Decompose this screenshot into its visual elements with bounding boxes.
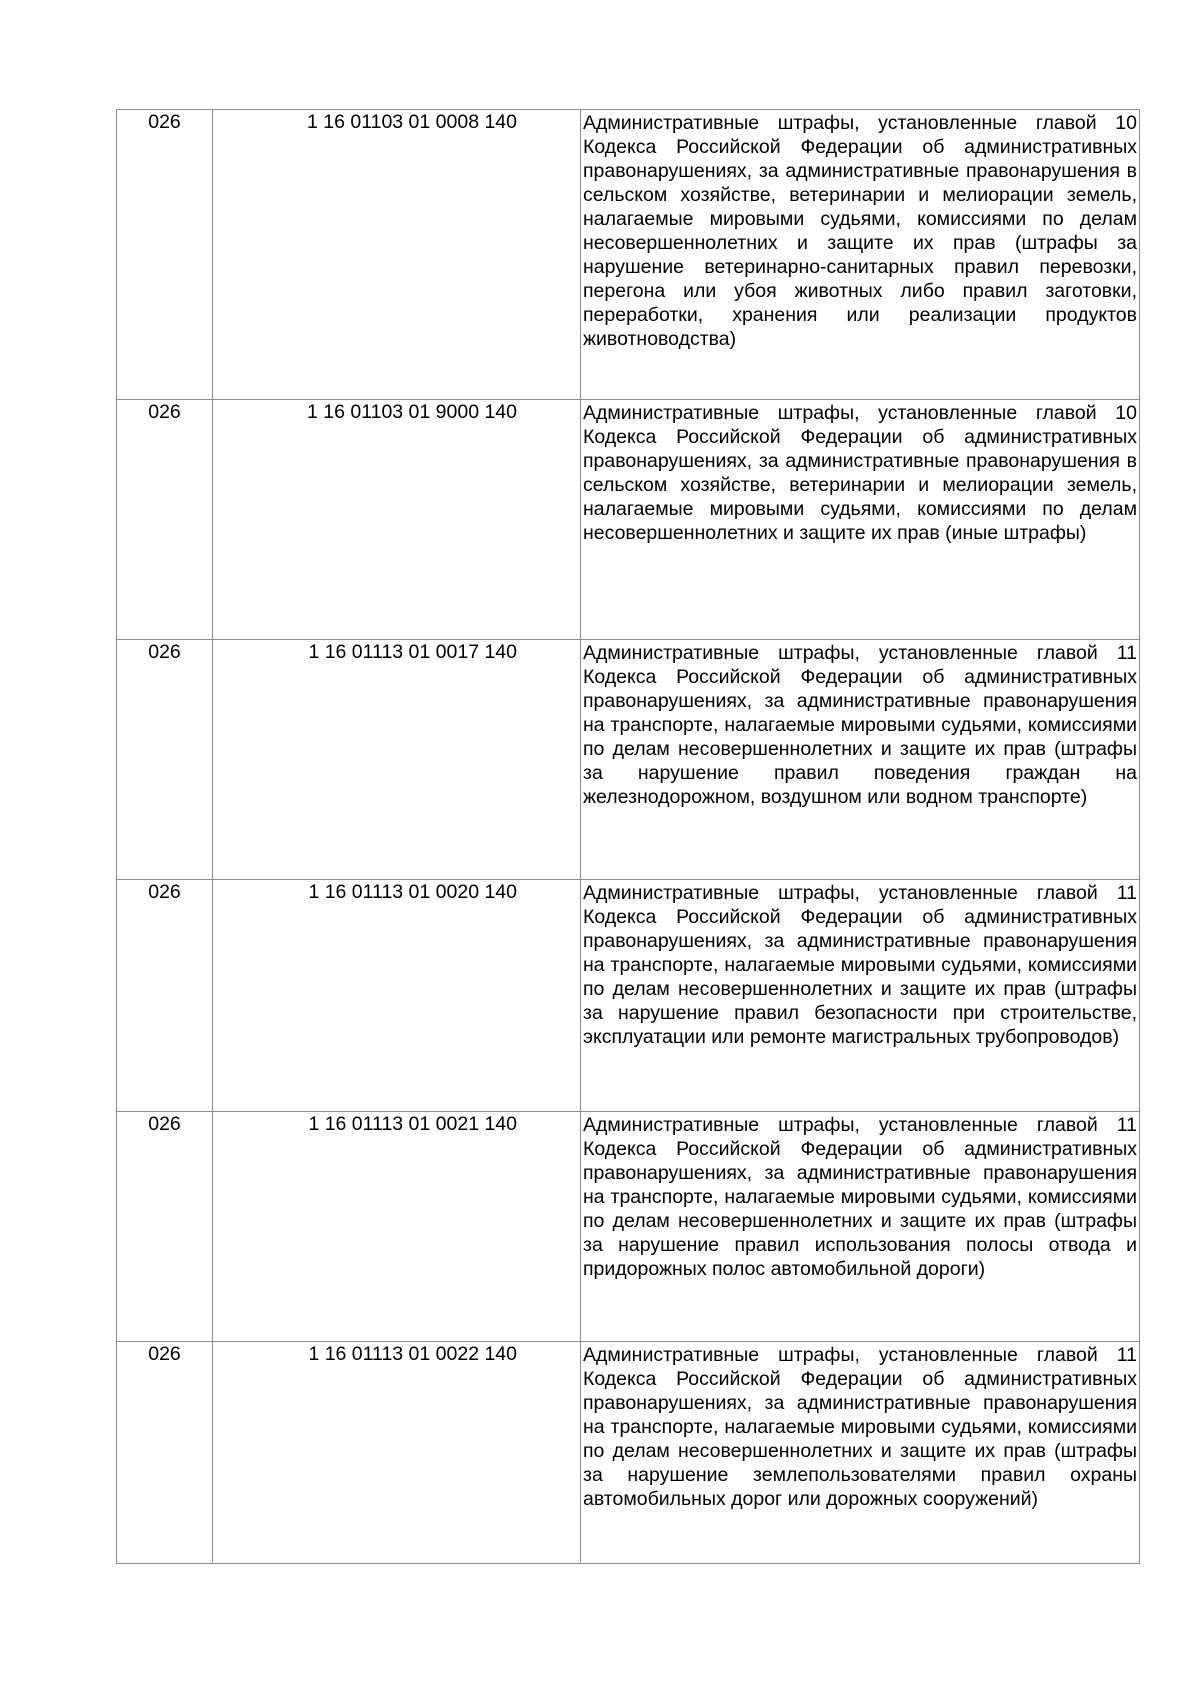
table-row	[117, 1112, 1140, 1342]
admin-code-cell: 026	[117, 400, 213, 640]
description-cell	[581, 110, 1140, 400]
budget-codes-table	[116, 109, 1140, 1564]
admin-code-cell: 026	[117, 110, 213, 400]
description-cell	[581, 640, 1140, 880]
budget-code-cell: 1 16 01113 01 0017 140	[213, 640, 581, 880]
description-cell	[581, 880, 1140, 1112]
description-text: Административные штрафы, установленные главой 10 Кодекса Российской Федерации об административных правонарушениях, за административные правонарушения в сельском хозяйстве, ветеринарии и мелиорации земель, налагаемые мировыми судьями, комиссиями по делам несовершеннолетних и защите их прав (иные штрафы)	[583, 402, 1137, 544]
description-cell	[581, 1342, 1140, 1564]
table-row	[117, 110, 1140, 400]
budget-code-cell: 1 16 01113 01 0022 140	[213, 1342, 581, 1564]
table-row	[117, 1342, 1140, 1564]
description-text: Административные штрафы, установленные главой 11 Кодекса Российской Федерации об административных правонарушениях, за административные правонарушения на транспорте, налагаемые мировыми судьями, комиссиями по делам несовершеннолетних и защите их прав (штрафы за нарушение землепользователями правил охраны автомобильных дорог или дорожных сооружений)	[583, 1344, 1137, 1510]
budget-code-cell: 1 16 01113 01 0021 140	[213, 1112, 581, 1342]
description-cell	[581, 400, 1140, 640]
admin-code-cell: 026	[117, 1112, 213, 1342]
description-cell	[581, 1112, 1140, 1342]
budget-code-cell: 1 16 01103 01 9000 140	[213, 400, 581, 640]
description-text: Административные штрафы, установленные главой 11 Кодекса Российской Федерации об административных правонарушениях, за административные правонарушения на транспорте, налагаемые мировыми судьями, комиссиями по делам несовершеннолетних и защите их прав (штрафы за нарушение правил безопасности при строительстве, эксплуатации или ремонте магистральных трубопроводов)	[583, 882, 1137, 1048]
table-row	[117, 880, 1140, 1112]
admin-code-cell: 026	[117, 880, 213, 1112]
description-text: Административные штрафы, установленные главой 11 Кодекса Российской Федерации об административных правонарушениях, за административные правонарушения на транспорте, налагаемые мировыми судьями, комиссиями по делам несовершеннолетних и защите их прав (штрафы за нарушение правил поведения граждан на железнодорожном, воздушном или водном транспорте)	[583, 642, 1137, 808]
admin-code-cell: 026	[117, 1342, 213, 1564]
budget-code-cell: 1 16 01113 01 0020 140	[213, 880, 581, 1112]
admin-code-cell: 026	[117, 640, 213, 880]
budget-code-cell: 1 16 01103 01 0008 140	[213, 110, 581, 400]
table-row	[117, 640, 1140, 880]
description-text: Административные штрафы, установленные главой 11 Кодекса Российской Федерации об административных правонарушениях, за административные правонарушения на транспорте, налагаемые мировыми судьями, комиссиями по делам несовершеннолетних и защите их прав (штрафы за нарушение правил использования полосы отвода и придорожных полос автомобильной дороги)	[583, 1114, 1137, 1280]
table-row	[117, 400, 1140, 640]
description-text: Административные штрафы, установленные главой 10 Кодекса Российской Федерации об административных правонарушениях, за административные правонарушения в сельском хозяйстве, ветеринарии и мелиорации земель, налагаемые мировыми судьями, комиссиями по делам несовершеннолетних и защите их прав (штрафы за нарушение ветеринарно-санитарных правил перевозки, перегона или убоя животных либо правил заготовки, переработки, хранения или реализации продуктов животноводства)	[583, 112, 1137, 350]
